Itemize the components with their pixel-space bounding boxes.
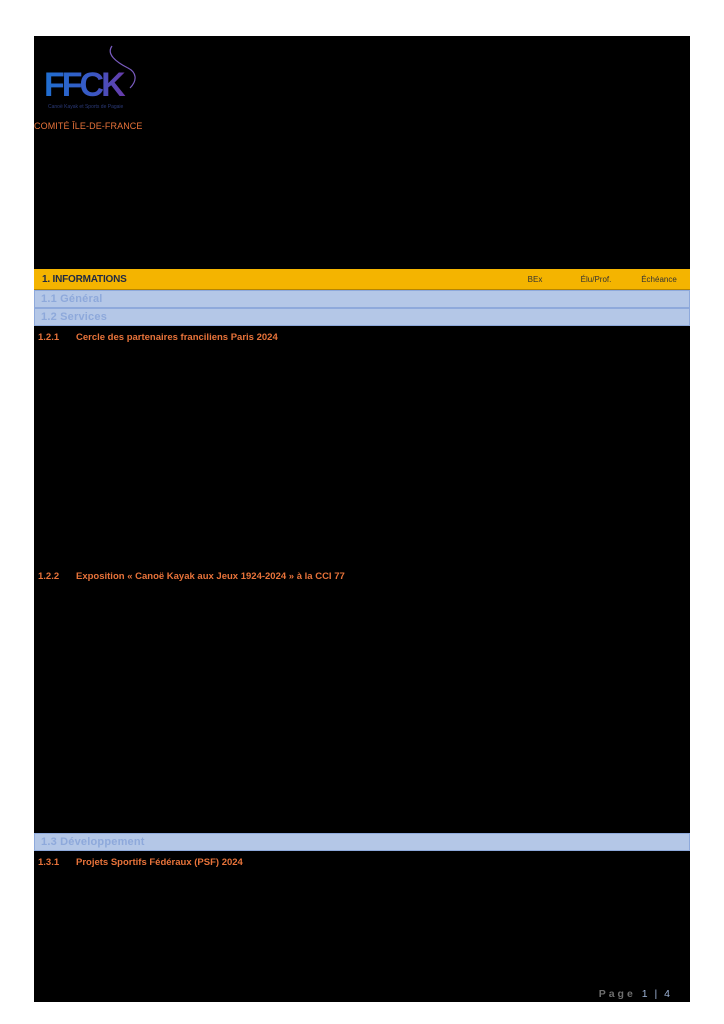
column-bex: BEx bbox=[527, 274, 543, 284]
informations-bar bbox=[34, 269, 690, 290]
subsection-1-3-1 bbox=[38, 857, 243, 868]
section-services-heading bbox=[34, 308, 690, 326]
subsection-number: 1.3.1 bbox=[38, 857, 60, 868]
subsection-title: Exposition « Canoë Kayak aux Jeux 1924-2024 » à la CCI 77 bbox=[76, 571, 345, 582]
ffck-logo bbox=[42, 44, 152, 112]
subsection-title: Projets Sportifs Fédéraux (PSF) 2024 bbox=[76, 857, 243, 868]
logo-tagline: Canoë Kayak et Sports de Pagaie bbox=[48, 104, 124, 110]
section-general-label: 1.1 Général bbox=[41, 293, 103, 305]
page-number: 1 | 4 bbox=[641, 988, 672, 1000]
subsection-1-2-1 bbox=[38, 332, 278, 343]
subsection-number: 1.2.1 bbox=[38, 332, 60, 343]
page-footer bbox=[599, 988, 672, 1000]
informations-title: 1. INFORMATIONS bbox=[42, 273, 127, 285]
column-echeance: Échéance bbox=[641, 274, 677, 284]
document-page bbox=[34, 36, 690, 1002]
section-services-label: 1.2 Services bbox=[41, 311, 108, 323]
section-developpement-label: 1.3 Développement bbox=[41, 836, 145, 848]
logo-text: FFCK bbox=[44, 66, 123, 104]
section-developpement-heading bbox=[34, 833, 690, 851]
subsection-number: 1.2.2 bbox=[38, 571, 60, 582]
subsection-1-2-2 bbox=[38, 571, 345, 582]
page-label: Page bbox=[598, 988, 636, 1000]
column-elu-prof: Élu/Prof. bbox=[580, 274, 612, 284]
subsection-title: Cercle des partenaires franciliens Paris 2024 bbox=[76, 332, 278, 343]
comite-label: COMITÉ ÎLE-DE-FRANCE bbox=[34, 121, 143, 131]
section-general-heading bbox=[34, 290, 690, 308]
